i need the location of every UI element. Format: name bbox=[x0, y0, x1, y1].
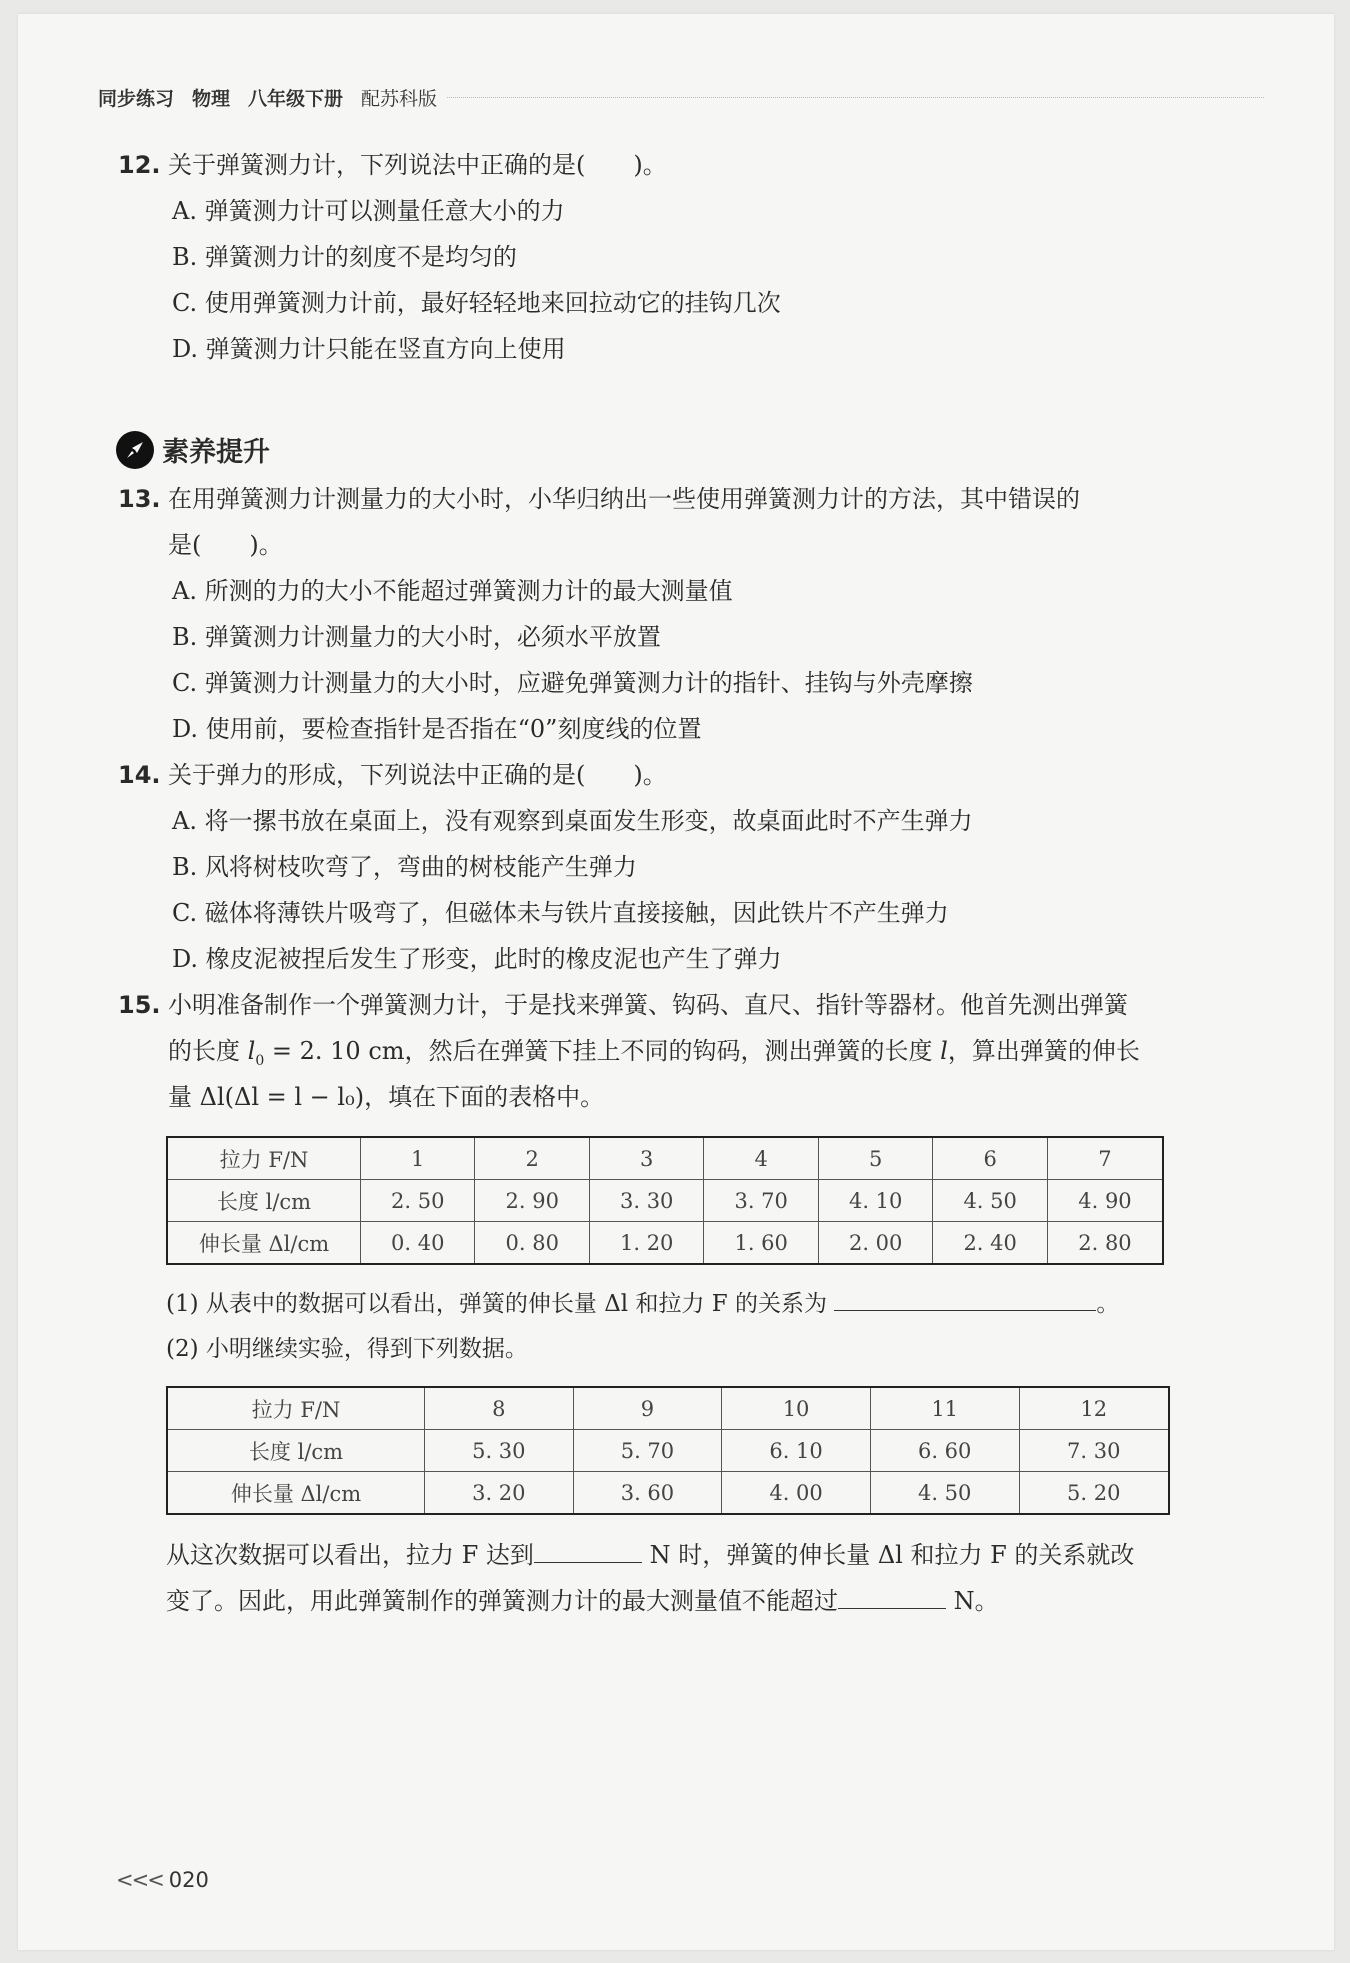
table-cell: 4. 10 bbox=[818, 1180, 932, 1222]
conclusion-line-2: 变了。因此，用此弹簧制作的弹簧测力计的最大测量值不能超过 N。 bbox=[166, 1587, 999, 1615]
row-label: 拉力 F/N bbox=[167, 1387, 425, 1430]
grade-name: 八年级下册 bbox=[248, 87, 344, 110]
table-cell: 2. 40 bbox=[933, 1222, 1047, 1265]
table-cell: 4. 00 bbox=[722, 1472, 871, 1515]
table-cell: 3. 30 bbox=[589, 1180, 703, 1222]
section-heading bbox=[116, 430, 270, 469]
table-cell: 11 bbox=[870, 1387, 1019, 1430]
table-row-force bbox=[167, 1387, 1169, 1430]
question-13-option-d: D. 使用前，要检查指针是否指在“0”刻度线的位置 bbox=[172, 715, 702, 743]
subject-name: 物理 bbox=[192, 87, 231, 110]
question-14-stem bbox=[118, 760, 667, 790]
data-table-1 bbox=[166, 1136, 1164, 1265]
table-cell: 5 bbox=[818, 1137, 932, 1180]
table-cell: 2 bbox=[475, 1137, 589, 1180]
table-cell: 1. 60 bbox=[704, 1222, 818, 1265]
question-text: 在用弹簧测力计测量力的大小时，小华归纳出一些使用弹簧测力计的方法，其中错误的 bbox=[168, 485, 1080, 513]
table-cell: 3 bbox=[589, 1137, 703, 1180]
question-13-option-b: B. 弹簧测力计测量力的大小时，必须水平放置 bbox=[172, 623, 661, 651]
question-number: 14. bbox=[118, 761, 161, 789]
question-13-stem-cont: 是( )。 bbox=[168, 531, 283, 559]
table-cell: 5. 20 bbox=[1019, 1472, 1169, 1515]
table-cell: 2. 00 bbox=[818, 1222, 932, 1265]
question-14-option-a: A. 将一摞书放在桌面上，没有观察到桌面发生形变，故桌面此时不产生弹力 bbox=[172, 807, 973, 835]
header-rule bbox=[447, 97, 1264, 98]
table-row-extension bbox=[167, 1472, 1169, 1515]
table-cell: 9 bbox=[573, 1387, 722, 1430]
question-13-option-a: A. 所测的力的大小不能超过弹簧测力计的最大测量值 bbox=[172, 577, 733, 605]
row-label: 伸长量 Δl/cm bbox=[167, 1472, 425, 1515]
table-cell: 2. 50 bbox=[361, 1180, 475, 1222]
conclusion-line-1: 从这次数据可以看出，拉力 F 达到 N 时，弹簧的伸长量 Δl 和拉力 F 的关系就改 bbox=[166, 1541, 1135, 1569]
question-14-option-b: B. 风将树枝吹弯了，弯曲的树枝能产生弹力 bbox=[172, 853, 637, 881]
question-13-stem bbox=[118, 484, 1080, 514]
table-cell: 3. 20 bbox=[425, 1472, 574, 1515]
question-12-option-d: D. 弹簧测力计只能在竖直方向上使用 bbox=[172, 335, 566, 363]
row-label: 长度 l/cm bbox=[167, 1430, 425, 1472]
row-label: 伸长量 Δl/cm bbox=[167, 1222, 361, 1265]
table-cell: 4 bbox=[704, 1137, 818, 1180]
question-14-option-c: C. 磁体将薄铁片吸弯了，但磁体未与铁片直接接触，因此铁片不产生弹力 bbox=[172, 899, 949, 927]
question-12-option-a: A. 弹簧测力计可以测量任意大小的力 bbox=[172, 197, 565, 225]
table-cell: 4. 50 bbox=[870, 1472, 1019, 1515]
page-footer bbox=[116, 1868, 209, 1892]
table-cell: 6 bbox=[933, 1137, 1047, 1180]
row-label: 长度 l/cm bbox=[167, 1180, 361, 1222]
table-cell: 12 bbox=[1019, 1387, 1169, 1430]
answer-blank-max-value[interactable] bbox=[838, 1586, 946, 1609]
question-13-option-c: C. 弹簧测力计测量力的大小时，应避免弹簧测力计的指针、挂钩与外壳摩擦 bbox=[172, 669, 973, 697]
question-15-line-3: 量 Δl(Δl = l − l₀)，填在下面的表格中。 bbox=[168, 1083, 605, 1111]
table-cell: 6. 10 bbox=[722, 1430, 871, 1472]
table-row-extension bbox=[167, 1222, 1163, 1265]
table-cell: 0. 80 bbox=[475, 1222, 589, 1265]
running-header bbox=[98, 82, 1264, 112]
table-row-length bbox=[167, 1180, 1163, 1222]
table-cell: 5. 70 bbox=[573, 1430, 722, 1472]
question-number: 12. bbox=[118, 151, 161, 179]
table-cell: 10 bbox=[722, 1387, 871, 1430]
table-cell: 1. 20 bbox=[589, 1222, 703, 1265]
page-number: 020 bbox=[168, 1868, 209, 1892]
question-12-option-b: B. 弹簧测力计的刻度不是均匀的 bbox=[172, 243, 517, 271]
table-cell: 4. 90 bbox=[1047, 1180, 1163, 1222]
table-row-force bbox=[167, 1137, 1163, 1180]
table-cell: 7 bbox=[1047, 1137, 1163, 1180]
question-number: 13. bbox=[118, 485, 161, 513]
table-cell: 5. 30 bbox=[425, 1430, 574, 1472]
table-cell: 6. 60 bbox=[870, 1430, 1019, 1472]
table-cell: 0. 40 bbox=[361, 1222, 475, 1265]
row-label: 拉力 F/N bbox=[167, 1137, 361, 1180]
question-15-line-2: 的长度 $l_0 = 2$. 10 cm，然后在弹簧下挂上不同的钩码，测出弹簧的长度 l，算出弹簧的伸长 bbox=[168, 1037, 1140, 1069]
section-title: 素养提升 bbox=[162, 437, 270, 468]
question-14-option-d: D. 橡皮泥被捏后发生了形变，此时的橡皮泥也产生了弹力 bbox=[172, 945, 782, 973]
question-text: 小明准备制作一个弹簧测力计，于是找来弹簧、钩码、直尺、指针等器材。他首先测出弹簧 bbox=[168, 991, 1128, 1019]
question-12-option-c: C. 使用弹簧测力计前，最好轻轻地来回拉动它的挂钩几次 bbox=[172, 289, 781, 317]
table-cell: 3. 70 bbox=[704, 1180, 818, 1222]
table-cell: 1 bbox=[361, 1137, 475, 1180]
question-text: 关于弹力的形成，下列说法中正确的是( )。 bbox=[168, 761, 667, 789]
table-cell: 3. 60 bbox=[573, 1472, 722, 1515]
table-cell: 2. 90 bbox=[475, 1180, 589, 1222]
question-number: 15. bbox=[118, 991, 161, 1019]
chevron-icon: <<< bbox=[116, 1868, 163, 1892]
sub-question-2: (2) 小明继续实验，得到下列数据。 bbox=[166, 1336, 528, 1362]
question-12-stem bbox=[118, 150, 667, 180]
data-table-2 bbox=[166, 1386, 1170, 1515]
edition-name: 配苏科版 bbox=[361, 87, 438, 110]
sub-question-1: (1) 从表中的数据可以看出，弹簧的伸长量 Δl 和拉力 F 的关系为 。 bbox=[166, 1288, 1119, 1319]
series-name: 同步练习 bbox=[98, 87, 175, 110]
question-15-stem bbox=[118, 990, 1128, 1020]
answer-blank-force[interactable] bbox=[534, 1540, 642, 1563]
table-cell: 8 bbox=[425, 1387, 574, 1430]
rocket-icon bbox=[116, 431, 154, 469]
table-cell: 2. 80 bbox=[1047, 1222, 1163, 1265]
table-cell: 7. 30 bbox=[1019, 1430, 1169, 1472]
table-cell: 4. 50 bbox=[933, 1180, 1047, 1222]
table-row-length bbox=[167, 1430, 1169, 1472]
answer-blank-relation[interactable] bbox=[834, 1288, 1096, 1311]
question-text: 关于弹簧测力计，下列说法中正确的是( )。 bbox=[168, 151, 667, 179]
